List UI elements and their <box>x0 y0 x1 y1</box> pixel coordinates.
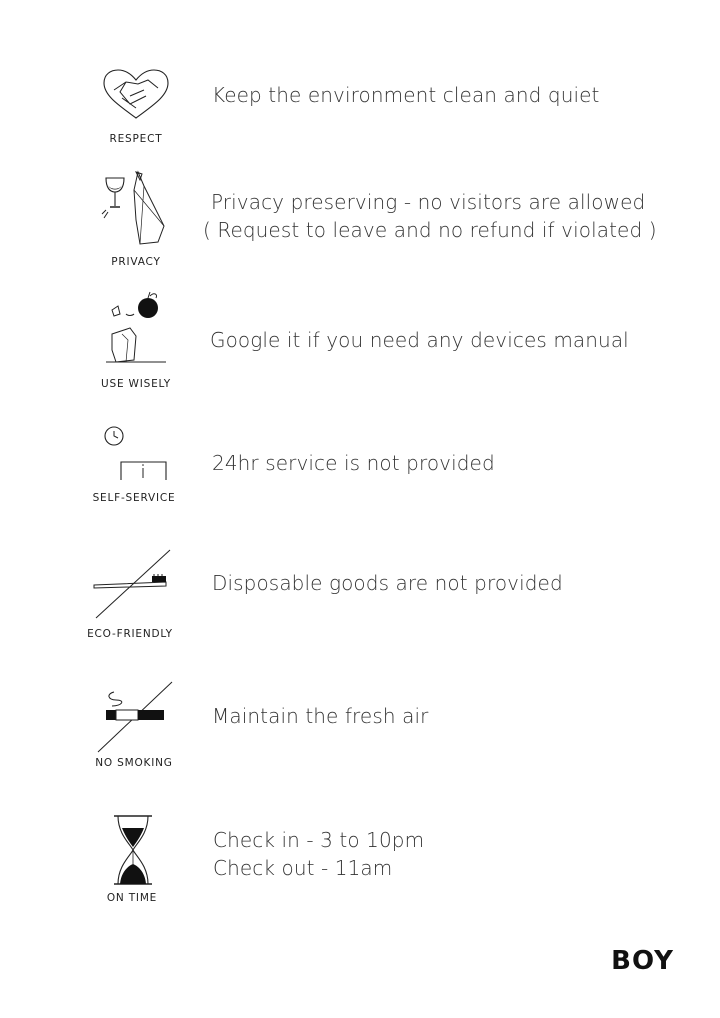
apple-crystal-icon <box>100 290 200 366</box>
rule-text-line: Google it if you need any devices manual <box>210 328 629 352</box>
rule-caption: ON TIME <box>106 892 158 904</box>
rule-text-line: Disposable goods are not provided <box>212 571 563 595</box>
toothbrush-crossed-icon <box>90 548 190 620</box>
rule-text <box>210 326 629 354</box>
wine-glass-crystal-icon <box>100 170 200 250</box>
rule-text-line: Keep the environment clean and quiet <box>212 83 600 107</box>
rule-text-line: Privacy preserving - no visitors are allowed <box>211 190 646 214</box>
rule-text <box>213 826 424 882</box>
rule-caption: RESPECT <box>109 133 163 145</box>
hourglass-icon <box>108 814 208 886</box>
rule-caption: SELF-SERVICE <box>92 492 176 504</box>
rule-caption: NO SMOKING <box>95 757 173 769</box>
brand-logo: BOY <box>611 946 674 976</box>
rule-caption: USE WISELY <box>101 378 171 390</box>
cigarette-crossed-icon <box>96 680 196 754</box>
clock-info-desk-icon <box>100 424 200 484</box>
rule-text-line: 24hr service is not provided <box>212 451 495 475</box>
rule-text <box>203 188 657 244</box>
rule-text-line: Check in - 3 to 10pm <box>213 828 425 852</box>
rule-caption: PRIVACY <box>111 256 161 268</box>
rule-caption: ECO-FRIENDLY <box>87 628 173 640</box>
rule-text <box>212 449 495 477</box>
rule-text-line: ( Request to leave and no refund if violated ) <box>203 218 657 242</box>
rule-text <box>212 569 563 597</box>
rule-text-line: Maintain the fresh air <box>212 704 429 728</box>
rule-text-line: Check out - 11am <box>213 856 393 880</box>
rule-text <box>212 702 428 730</box>
